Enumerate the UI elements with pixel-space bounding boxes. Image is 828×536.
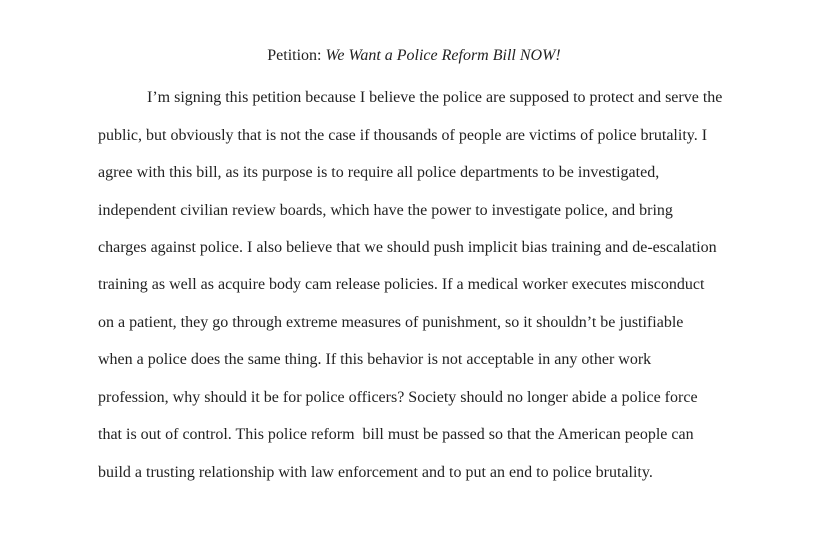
title-prefix: Petition:: [267, 47, 326, 64]
document-title: [0, 42, 828, 70]
paragraph-line: training as well as acquire body cam release policies. If a medical worker executes misconduct: [98, 276, 705, 293]
paragraph-line: I’m signing this petition because I believe the police are supposed to protect and serve the: [147, 89, 723, 106]
paragraph-line: agree with this bill, as its purpose is to require all police departments to be investigated,: [98, 164, 660, 181]
paragraph-line: build a trusting relationship with law enforcement and to put an end to police brutality.: [98, 464, 653, 481]
paragraph-line: charges against police. I also believe that we should push implicit bias training and de-escalation: [98, 239, 717, 256]
paragraph-line: public, but obviously that is not the case if thousands of people are victims of police brutality. I: [98, 127, 708, 144]
paragraph-line: independent civilian review boards, which have the power to investigate police, and bring: [98, 202, 673, 219]
paragraph-line: on a patient, they go through extreme measures of punishment, so it shouldn’t be justifiable: [98, 314, 684, 331]
paragraph-line: when a police does the same thing. If this behavior is not acceptable in any other work: [98, 351, 652, 368]
title-main: We Want a Police Reform Bill NOW!: [325, 47, 561, 64]
paragraph-line: that is out of control. This police reform bill must be passed so that the American people can: [98, 426, 694, 443]
paragraph-line: profession, why should it be for police officers? Society should no longer abide a police force: [98, 389, 698, 406]
